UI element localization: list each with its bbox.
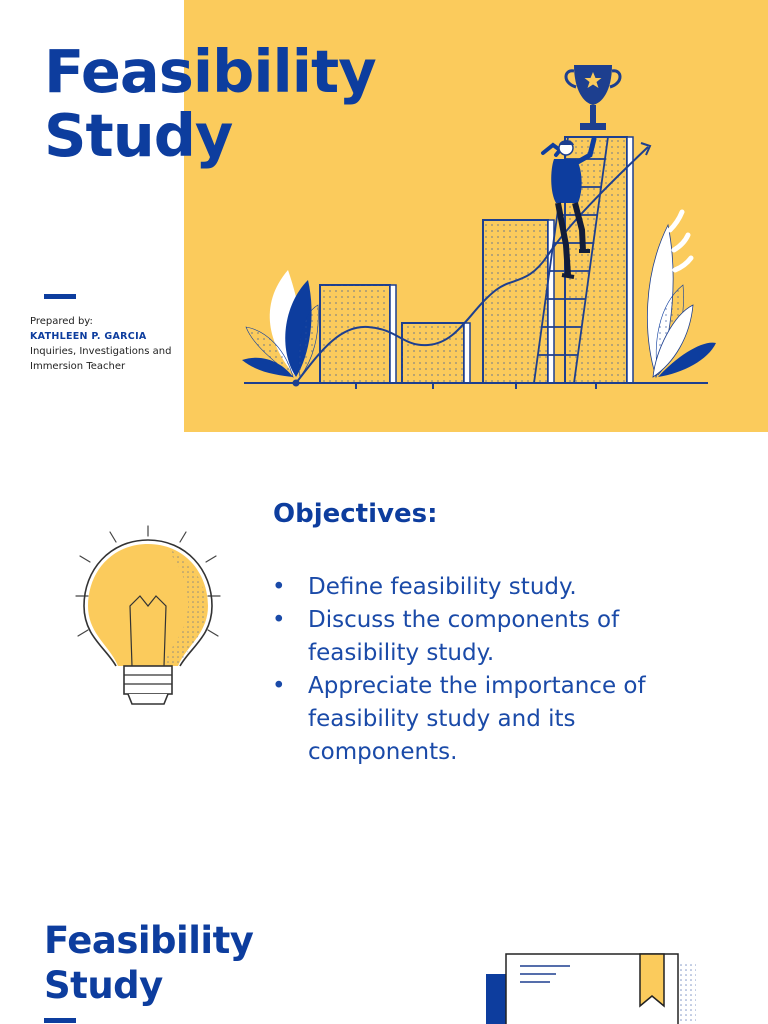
list-item: • Define feasibility study. [270,571,668,604]
list-item: • Discuss the components of feasibility study. [270,604,668,670]
title-line-2: Study [44,101,233,170]
document-with-bookmark-icon [484,948,704,1024]
accent-dash [44,294,76,299]
section-title-line-2: Study [44,964,163,1007]
growth-chart-illustration [238,55,718,395]
left-leaves-icon [242,270,318,377]
trophy-icon [566,65,620,130]
objectives-slide [0,432,768,862]
list-item: • Appreciate the importance of feasibility study and its components. [270,670,668,769]
section-title-line-1: Feasibility [44,919,254,962]
right-leaves-icon [647,212,716,377]
objectives-heading: Objectives: [273,499,438,529]
bar-chart-bars [320,137,633,383]
accent-dash [44,1018,76,1023]
author-role-line-1: Inquiries, Investigations and [30,346,172,357]
lightbulb-icon [66,520,236,720]
title-slide [0,0,768,432]
title-line-1: Feasibility [44,37,376,106]
objectives-list [270,571,668,769]
prepared-by-label: Prepared by: [30,316,93,327]
author-name: KATHLEEN P. GARCIA [30,331,147,342]
section-title [44,918,253,1008]
author-role-line-2: Immersion Teacher [30,361,126,372]
prepared-by-block [30,314,171,374]
feasibility-study-slide [0,862,768,1024]
